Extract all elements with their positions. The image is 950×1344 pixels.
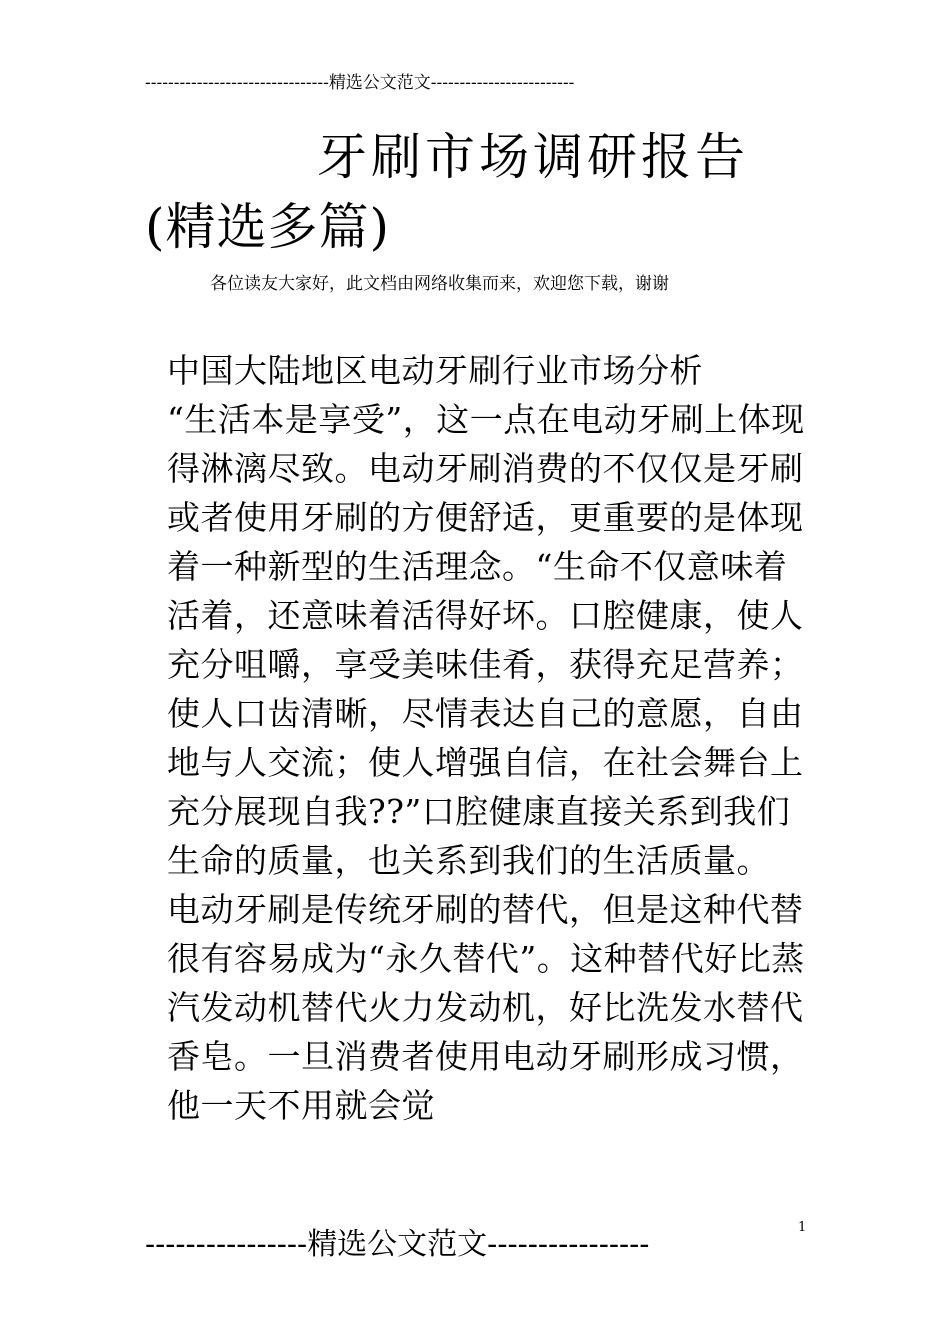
page-number: 1	[798, 1220, 807, 1235]
paragraph: 电动牙刷是传统牙刷的替代，但是这种代替很有容易成为“永久替代”。这种替代好比蒸汽发动机替代火力发动机，好比洗发水替代香皂。一旦消费者使用电动牙刷形成习惯，他一天不用就会觉	[167, 890, 805, 1125]
body-text	[145, 346, 810, 1130]
paragraph-heading: 中国大陆地区电动牙刷行业市场分析	[167, 351, 703, 390]
document-title	[145, 122, 815, 262]
greeting-line: 各位读友大家好，此文档由网络收集而来，欢迎您下载，谢谢	[210, 274, 669, 294]
title-line-2: (精选多篇)	[145, 198, 391, 256]
page-footer: ----------------精选公文范文----------------	[145, 1227, 650, 1262]
paragraph: “生活本是享受”，这一点在电动牙刷上体现得淋漓尽致。电动牙刷消费的不仅仅是牙刷或者使用牙刷的方便舒适，更重要的是体现着一种新型的生活理念。“生命不仅意味着活着，还意味着活得好坏。口腔健康，使人充分咀嚼，享受美味佳肴，获得充足营养；使人口齿清晰，尽情表达自己的意愿，自由地与人交流；使人增强自信，在社会舞台上充分展现自我??”口腔健康直接关系到我们生命的质量，也关系到我们的生活质量。	[167, 400, 805, 880]
title-line-1: 牙刷市场调研报告	[317, 128, 749, 186]
page-header: --------------------------------精选公文范文-------------------------	[145, 73, 575, 93]
